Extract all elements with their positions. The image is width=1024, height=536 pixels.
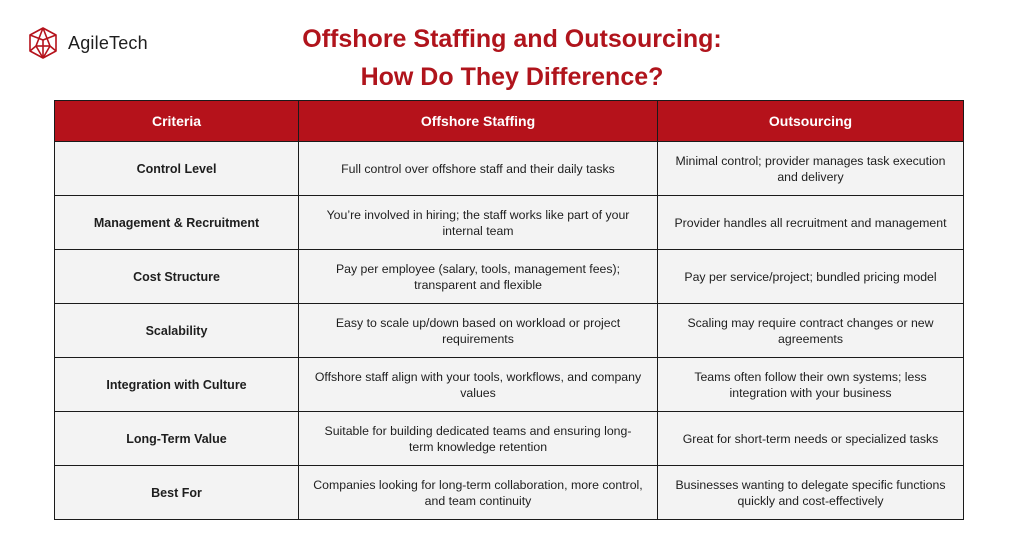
criteria-cell: Control Level bbox=[55, 142, 299, 196]
offshore-cell: You’re involved in hiring; the staff works like part of your internal team bbox=[299, 196, 658, 250]
offshore-cell: Easy to scale up/down based on workload or project requirements bbox=[299, 304, 658, 358]
criteria-cell: Long-Term Value bbox=[55, 412, 299, 466]
criteria-cell: Management & Recruitment bbox=[55, 196, 299, 250]
table-row bbox=[55, 358, 964, 412]
page-title bbox=[0, 20, 1024, 96]
offshore-cell: Pay per employee (salary, tools, management fees); transparent and flexible bbox=[299, 250, 658, 304]
outsourcing-cell: Pay per service/project; bundled pricing model bbox=[658, 250, 964, 304]
table-row bbox=[55, 304, 964, 358]
outsourcing-cell: Teams often follow their own systems; less integration with your business bbox=[658, 358, 964, 412]
criteria-cell: Best For bbox=[55, 466, 299, 520]
table-row bbox=[55, 412, 964, 466]
outsourcing-cell: Great for short-term needs or specialized tasks bbox=[658, 412, 964, 466]
outsourcing-cell: Provider handles all recruitment and management bbox=[658, 196, 964, 250]
header-outsourcing: Outsourcing bbox=[658, 101, 964, 142]
comparison-table bbox=[54, 100, 964, 520]
header-criteria: Criteria bbox=[55, 101, 299, 142]
criteria-cell: Cost Structure bbox=[55, 250, 299, 304]
offshore-cell: Suitable for building dedicated teams and ensuring long-term knowledge retention bbox=[299, 412, 658, 466]
table-header-row bbox=[55, 101, 964, 142]
table-row bbox=[55, 250, 964, 304]
title-line-2: How Do They Difference? bbox=[360, 63, 664, 91]
offshore-cell: Offshore staff align with your tools, workflows, and company values bbox=[299, 358, 658, 412]
criteria-cell: Scalability bbox=[55, 304, 299, 358]
offshore-cell: Full control over offshore staff and their daily tasks bbox=[299, 142, 658, 196]
outsourcing-cell: Businesses wanting to delegate specific functions quickly and cost-effectively bbox=[658, 466, 964, 520]
table-row bbox=[55, 466, 964, 520]
table-row bbox=[55, 196, 964, 250]
header-offshore-staffing: Offshore Staffing bbox=[299, 101, 658, 142]
offshore-cell: Companies looking for long-term collaboration, more control, and team continuity bbox=[299, 466, 658, 520]
brand-name: AgileTech bbox=[68, 32, 148, 53]
criteria-cell: Integration with Culture bbox=[55, 358, 299, 412]
outsourcing-cell: Minimal control; provider manages task execution and delivery bbox=[658, 142, 964, 196]
title-line-1: Offshore Staffing and Outsourcing: bbox=[302, 25, 722, 53]
table-row bbox=[55, 142, 964, 196]
outsourcing-cell: Scaling may require contract changes or new agreements bbox=[658, 304, 964, 358]
